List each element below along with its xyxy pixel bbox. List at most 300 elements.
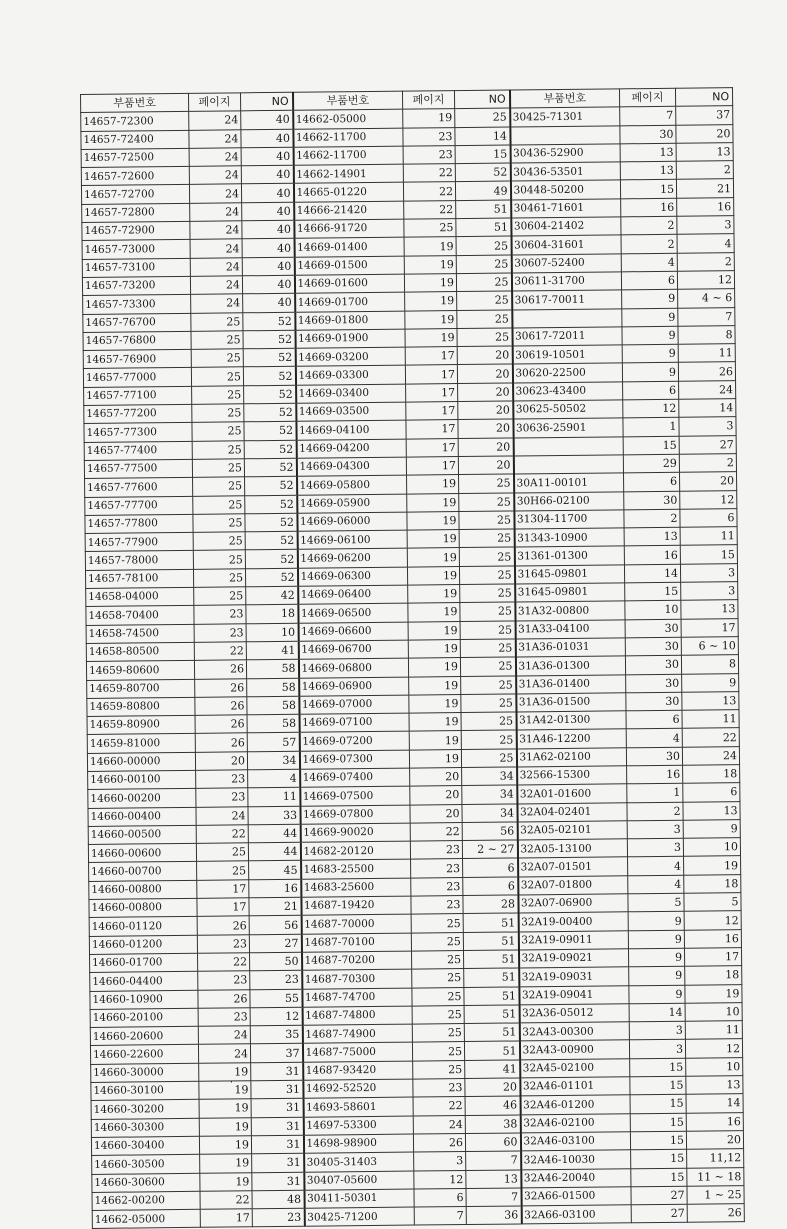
cell-part-number-2: 14669-07800 xyxy=(300,805,410,824)
cell-no-1: 52 xyxy=(245,476,297,495)
cell-page-3: 27 xyxy=(631,1204,687,1223)
cell-part-number-2: 14669-01500 xyxy=(294,256,404,275)
cell-no-3: 8 xyxy=(681,655,738,674)
cell-part-number-3: 32A46-02100 xyxy=(520,1113,630,1132)
cell-page-3: 3 xyxy=(629,1021,685,1040)
cell-no-1: 52 xyxy=(243,312,295,331)
cell-page-2: 23 xyxy=(411,859,463,878)
cell-part-number-2: 14669-01800 xyxy=(295,311,405,330)
cell-part-number-2: 14669-06200 xyxy=(297,549,407,568)
cell-page-3: 9 xyxy=(629,985,685,1004)
cell-no-1: 58 xyxy=(247,696,299,715)
cell-no-1: 52 xyxy=(244,422,296,441)
cell-part-number-2: 14669-05900 xyxy=(297,494,407,513)
cell-page-1: 24 xyxy=(189,184,241,203)
cell-no-1: 16 xyxy=(249,879,301,898)
cell-page-1: 24 xyxy=(189,148,241,167)
cell-page-1: 24 xyxy=(198,1026,250,1045)
cell-page-1: 22 xyxy=(196,825,248,844)
cell-no-1: 27 xyxy=(249,934,301,953)
cell-part-number-1: 14660-30200 xyxy=(91,1100,199,1119)
cell-page-2: 19 xyxy=(407,548,459,567)
cell-page-3: 15 xyxy=(625,582,681,601)
cell-page-2: 22 xyxy=(403,164,455,183)
col-header-no-3: NO xyxy=(675,88,732,107)
cell-no-2: 6 xyxy=(463,858,518,877)
cell-part-number-2: 14669-06600 xyxy=(298,622,408,641)
cell-page-3: 4 xyxy=(621,253,677,272)
cell-part-number-2: 14669-06000 xyxy=(297,512,407,531)
cell-page-2: 17 xyxy=(405,365,457,384)
cell-no-2: 60 xyxy=(465,1133,520,1152)
cell-part-number-1: 14660-22600 xyxy=(90,1045,198,1064)
cell-no-3: 15 xyxy=(680,545,737,564)
cell-part-number-1: 14657-77400 xyxy=(84,441,192,460)
cell-page-1: 24 xyxy=(190,203,242,222)
cell-part-number-3: 32A66-01500 xyxy=(521,1187,631,1206)
cell-page-3: 30 xyxy=(624,491,680,510)
cell-page-1: 24 xyxy=(189,129,241,148)
cell-part-number-3: 31645-09801 xyxy=(514,565,624,584)
cell-part-number-1: 14657-77100 xyxy=(84,386,192,405)
cell-part-number-2: 14687-74700 xyxy=(302,988,412,1007)
cell-no-2: 56 xyxy=(462,822,517,841)
cell-part-number-1: 14657-72700 xyxy=(81,185,189,204)
cell-no-2: 25 xyxy=(459,566,514,585)
cell-page-3: 16 xyxy=(627,765,683,784)
cell-part-number-3: 31A42-01300 xyxy=(516,711,626,730)
cell-page-3: 16 xyxy=(624,546,680,565)
cell-page-3: 15 xyxy=(630,1113,686,1132)
cell-part-number-1: 14657-76800 xyxy=(83,331,191,350)
cell-no-3: 6 xyxy=(680,508,737,527)
cell-no-3: 19 xyxy=(685,984,742,1003)
cell-no-3: 10 xyxy=(683,838,740,857)
cell-part-number-2: 14666-21420 xyxy=(294,201,404,220)
cell-no-1: 58 xyxy=(246,659,298,678)
cell-part-number-3: 32A43-00900 xyxy=(519,1040,629,1059)
cell-part-number-3: 31304-11700 xyxy=(514,510,624,529)
cell-no-1: 34 xyxy=(247,751,299,770)
cell-page-1: 24 xyxy=(190,221,242,240)
cell-page-3: 9 xyxy=(622,363,678,382)
cell-page-3: 15 xyxy=(631,1168,687,1187)
cell-no-3: 3 xyxy=(679,417,736,436)
cell-no-2: 25 xyxy=(460,602,515,621)
cell-part-number-2: 14669-04100 xyxy=(296,420,406,439)
cell-no-1: 40 xyxy=(242,220,294,239)
cell-part-number-2: 14687-70200 xyxy=(301,951,411,970)
cell-part-number-3: 31A36-01400 xyxy=(516,674,626,693)
cell-page-1: 26 xyxy=(195,733,247,752)
cell-no-1: 45 xyxy=(249,861,301,880)
cell-page-2: 19 xyxy=(408,658,460,677)
cell-part-number-2: 14669-03200 xyxy=(295,347,405,366)
cell-page-3: 15 xyxy=(630,1131,686,1150)
cell-page-1: 24 xyxy=(190,257,242,276)
cell-no-3: 13 xyxy=(682,691,739,710)
table-body xyxy=(81,106,745,1229)
cell-no-3: 1 ~ 25 xyxy=(687,1185,744,1204)
cell-no-1: 52 xyxy=(245,495,297,514)
cell-part-number-3: 32A19-09031 xyxy=(519,967,629,986)
cell-no-3: 16 xyxy=(686,1112,743,1131)
cell-page-2: 19 xyxy=(407,511,459,530)
cell-no-2: 14 xyxy=(455,127,510,146)
cell-part-number-3: 32A19-09021 xyxy=(518,949,628,968)
cell-part-number-1: 14660-20600 xyxy=(90,1026,198,1045)
cell-part-number-3: 32A46-01200 xyxy=(520,1095,630,1114)
cell-no-1: 40 xyxy=(241,165,293,184)
cell-page-2: 25 xyxy=(411,914,463,933)
cell-no-3: 20 xyxy=(679,472,736,491)
cell-part-number-2: 14669-07300 xyxy=(299,750,409,769)
cell-part-number-3: 30625-50502 xyxy=(513,400,623,419)
cell-no-2: 6 xyxy=(463,877,518,896)
cell-no-2: 28 xyxy=(463,895,518,914)
cell-part-number-2: 14669-06400 xyxy=(298,585,408,604)
cell-page-3: 6 xyxy=(626,710,682,729)
cell-part-number-2: 14669-90020 xyxy=(300,823,410,842)
cell-page-3: 14 xyxy=(629,1003,685,1022)
cell-page-3: 15 xyxy=(623,436,679,455)
cell-part-number-1: 14659-80700 xyxy=(87,679,195,698)
cell-page-3: 2 xyxy=(621,216,677,235)
cell-page-3: 15 xyxy=(620,180,676,199)
cell-part-number-1: 14658-80500 xyxy=(86,642,194,661)
cell-page-1: 19 xyxy=(200,1154,252,1173)
cell-page-2: 19 xyxy=(407,566,459,585)
cell-part-number-1: 14660-00700 xyxy=(89,862,197,881)
cell-page-2: 24 xyxy=(413,1115,465,1134)
cell-part-number-3: 32A46-20040 xyxy=(521,1168,631,1187)
cell-part-number-3: 31A32-00800 xyxy=(515,601,625,620)
cell-no-2: 25 xyxy=(461,694,516,713)
cell-page-2: 20 xyxy=(410,786,462,805)
cell-part-number-3: 32A07-01501 xyxy=(518,857,628,876)
cell-page-2: 19 xyxy=(409,731,461,750)
cell-part-number-3: 30617-72011 xyxy=(512,327,622,346)
cell-part-number-1: 14660-00000 xyxy=(87,752,195,771)
cell-page-1: 26 xyxy=(194,660,246,679)
cell-part-number-3: 30619-10501 xyxy=(512,345,622,364)
cell-part-number-3: 30461-71601 xyxy=(511,199,621,218)
cell-no-3: 2 xyxy=(679,454,736,473)
cell-part-number-2: 14687-70100 xyxy=(301,933,411,952)
cell-page-2: 20 xyxy=(410,804,462,823)
cell-part-number-2: 14662-05000 xyxy=(293,109,403,128)
cell-part-number-1: 14657-77500 xyxy=(84,459,192,478)
cell-part-number-1: 14657-73200 xyxy=(82,276,190,295)
cell-part-number-2: 14698-98900 xyxy=(303,1134,413,1153)
cell-no-1: 11 xyxy=(248,788,300,807)
cell-no-2: 20 xyxy=(457,364,512,383)
cell-page-3: 30 xyxy=(626,692,682,711)
cell-part-number-1: 14660-00400 xyxy=(88,807,196,826)
cell-part-number-2: 14669-01700 xyxy=(295,292,405,311)
cell-page-2: 19 xyxy=(409,749,461,768)
cell-part-number-3: 32A07-01800 xyxy=(518,876,628,895)
cell-no-1: 48 xyxy=(252,1190,304,1209)
cell-page-1: 22 xyxy=(198,953,250,972)
cell-no-2: 51 xyxy=(464,987,519,1006)
cell-page-1: 25 xyxy=(192,422,244,441)
cell-no-3: 37 xyxy=(676,106,733,125)
cell-no-3: 14 xyxy=(679,399,736,418)
cell-page-2: 25 xyxy=(412,969,464,988)
cell-part-number-2: 14697-53300 xyxy=(303,1116,413,1135)
cell-part-number-3: 32566-15300 xyxy=(517,766,627,785)
cell-part-number-3: 32A19-09011 xyxy=(518,930,628,949)
cell-page-1: 20 xyxy=(195,751,247,770)
cell-no-3: 20 xyxy=(686,1131,743,1150)
cell-part-number-2: 14669-07400 xyxy=(300,768,410,787)
cell-page-1: 26 xyxy=(195,678,247,697)
cell-no-1: 35 xyxy=(250,1025,302,1044)
cell-no-3: 26 xyxy=(678,362,735,381)
cell-no-3: 18 xyxy=(683,765,740,784)
cell-page-3: 9 xyxy=(622,326,678,345)
cell-part-number-2: 14687-74800 xyxy=(302,1006,412,1025)
cell-part-number-3: 32A36-05012 xyxy=(519,1004,629,1023)
cell-page-1: 23 xyxy=(194,605,246,624)
cell-no-1: 40 xyxy=(241,184,293,203)
cell-page-1: 25 xyxy=(197,861,249,880)
cell-no-1: 40 xyxy=(241,111,293,130)
cell-part-number-1: 14660-30300 xyxy=(91,1118,199,1137)
cell-part-number-3: 31343-10900 xyxy=(514,528,624,547)
cell-no-1: 42 xyxy=(246,586,298,605)
cell-part-number-2: 30405-31403 xyxy=(304,1152,414,1171)
cell-no-2: 51 xyxy=(463,950,518,969)
cell-no-2: 25 xyxy=(459,474,514,493)
cell-part-number-1: 14657-72600 xyxy=(81,167,189,186)
cell-no-2: 34 xyxy=(462,767,517,786)
cell-part-number-1: 14660-30000 xyxy=(91,1063,199,1082)
cell-page-2: 19 xyxy=(405,292,457,311)
cell-part-number-2: 14669-01900 xyxy=(295,329,405,348)
cell-page-3: 15 xyxy=(630,1058,686,1077)
cell-page-3: 4 xyxy=(628,875,684,894)
cell-part-number-1: 14657-72800 xyxy=(82,203,190,222)
cell-page-2: 19 xyxy=(404,274,456,293)
cell-part-number-2: 14669-06700 xyxy=(298,640,408,659)
cell-no-2: 51 xyxy=(463,932,518,951)
cell-no-2: 25 xyxy=(460,584,515,603)
cell-no-1: 44 xyxy=(248,842,300,861)
cell-no-2: 20 xyxy=(458,383,513,402)
cell-page-2: 19 xyxy=(408,621,460,640)
cell-page-2: 19 xyxy=(409,694,461,713)
cell-no-3: 5 xyxy=(684,893,741,912)
cell-no-1: 31 xyxy=(251,1062,303,1081)
cell-part-number-1: 14657-77000 xyxy=(83,368,191,387)
cell-part-number-2: 14682-20120 xyxy=(300,841,410,860)
cell-no-3: 11 xyxy=(678,344,735,363)
cell-no-3: 10 xyxy=(685,1002,742,1021)
cell-part-number-3: 30611-31700 xyxy=(511,272,621,291)
cell-no-2: 13 xyxy=(466,1169,521,1188)
cell-no-3: 18 xyxy=(685,966,742,985)
cell-no-2: 51 xyxy=(464,968,519,987)
cell-part-number-2: 14669-04300 xyxy=(296,457,406,476)
cell-part-number-1: 14660-00800 xyxy=(89,880,197,899)
col-header-page-1: 페이지 xyxy=(188,93,240,112)
cell-part-number-2: 14669-03500 xyxy=(296,402,406,421)
cell-no-1: 52 xyxy=(243,330,295,349)
cell-page-2: 19 xyxy=(404,237,456,256)
cell-page-1: 25 xyxy=(194,587,246,606)
cell-part-number-3: 30436-52900 xyxy=(510,144,620,163)
cell-no-3: 2 xyxy=(677,252,734,271)
cell-part-number-3: 31A36-01300 xyxy=(515,656,625,675)
cell-part-number-1: 14657-72400 xyxy=(81,130,189,149)
cell-no-1: 52 xyxy=(244,458,296,477)
cell-no-3: 12 xyxy=(677,271,734,290)
cell-page-2: 20 xyxy=(410,768,462,787)
cell-no-3: 26 xyxy=(687,1204,744,1223)
cell-page-2: 25 xyxy=(411,932,463,951)
cell-no-3: 24 xyxy=(679,380,736,399)
cell-part-number-1: 14658-04000 xyxy=(86,587,194,606)
cell-no-2: 52 xyxy=(455,163,510,182)
cell-no-2: 51 xyxy=(456,200,511,219)
cell-no-2: 25 xyxy=(456,273,511,292)
cell-no-2: 25 xyxy=(457,291,512,310)
cell-no-2: 25 xyxy=(459,529,514,548)
cell-page-1: 23 xyxy=(198,1008,250,1027)
cell-part-number-1: 14660-04400 xyxy=(90,972,198,991)
cell-part-number-1: 14657-76900 xyxy=(83,350,191,369)
cell-page-3: 30 xyxy=(620,125,676,144)
cell-page-1: 24 xyxy=(198,1044,250,1063)
cell-page-2: 19 xyxy=(409,713,461,732)
cell-no-3: 12 xyxy=(685,1039,742,1058)
cell-page-1: 25 xyxy=(192,386,244,405)
cell-no-2: 25 xyxy=(459,547,514,566)
cell-no-3: 11 xyxy=(685,1021,742,1040)
cell-page-1: 24 xyxy=(196,806,248,825)
cell-no-1: 44 xyxy=(248,824,300,843)
cell-no-2: 51 xyxy=(464,1041,519,1060)
cell-part-number-2: 14662-14901 xyxy=(293,164,403,183)
cell-no-1: 12 xyxy=(250,1007,302,1026)
cell-part-number-3 xyxy=(513,455,623,474)
cell-part-number-3: 30623-43400 xyxy=(513,382,623,401)
cell-page-2: 25 xyxy=(412,1042,464,1061)
cell-part-number-2: 14683-25500 xyxy=(301,860,411,879)
cell-no-3: 21 xyxy=(676,179,733,198)
cell-no-2: 34 xyxy=(462,804,517,823)
cell-part-number-2: 14669-06900 xyxy=(299,677,409,696)
cell-part-number-3 xyxy=(510,125,620,144)
cell-part-number-1: 14659-80900 xyxy=(87,715,195,734)
cell-no-1: 52 xyxy=(243,367,295,386)
cell-part-number-1: 14660-30400 xyxy=(91,1136,199,1155)
cell-page-2: 25 xyxy=(412,987,464,1006)
cell-part-number-2: 14669-07500 xyxy=(300,786,410,805)
cell-part-number-3: 30A11-00101 xyxy=(514,473,624,492)
cell-no-2: 25 xyxy=(460,621,515,640)
cell-no-3: 14 xyxy=(686,1094,743,1113)
cell-page-2: 19 xyxy=(403,109,455,128)
cell-page-3: 9 xyxy=(622,290,678,309)
cell-no-1: 31 xyxy=(251,1117,303,1136)
cell-page-3: 3 xyxy=(629,1040,685,1059)
cell-no-3: 3 xyxy=(677,216,734,235)
cell-part-number-2: 14669-07000 xyxy=(299,695,409,714)
cell-part-number-2: 14683-25600 xyxy=(301,878,411,897)
cell-no-3: 22 xyxy=(682,728,739,747)
cell-no-3: 19 xyxy=(684,856,741,875)
cell-no-1: 52 xyxy=(243,348,295,367)
cell-page-2: 17 xyxy=(406,456,458,475)
cell-part-number-3: 30H66-02100 xyxy=(514,491,624,510)
col-header-page-2: 페이지 xyxy=(402,91,454,110)
cell-no-1: 31 xyxy=(251,1099,303,1118)
cell-page-1: 19 xyxy=(199,1099,251,1118)
cell-no-1: 57 xyxy=(247,733,299,752)
cell-page-1: 19 xyxy=(200,1172,252,1191)
parts-index-table xyxy=(80,87,745,1229)
cell-no-1: 18 xyxy=(246,605,298,624)
cell-page-1: 23 xyxy=(194,623,246,642)
cell-part-number-1: 14660-00200 xyxy=(88,789,196,808)
cell-no-1: 52 xyxy=(244,440,296,459)
cell-part-number-2: 14687-19420 xyxy=(301,896,411,915)
cell-part-number-3: 32A19-00400 xyxy=(518,912,628,931)
cell-no-2: 46 xyxy=(465,1096,520,1115)
cell-no-2: 51 xyxy=(456,218,511,237)
cell-part-number-3: 31A62-02100 xyxy=(516,748,626,767)
cell-part-number-1: 14659-80800 xyxy=(87,697,195,716)
cell-part-number-3: 31361-01300 xyxy=(514,546,624,565)
cell-no-3: 16 xyxy=(677,197,734,216)
cell-no-1: 52 xyxy=(245,513,297,532)
cell-page-1: 17 xyxy=(197,898,249,917)
cell-page-1: 25 xyxy=(191,312,243,331)
cell-no-1: 31 xyxy=(251,1080,303,1099)
cell-page-2: 17 xyxy=(406,438,458,457)
col-header-part-number-1: 부품번호 xyxy=(81,93,189,112)
cell-part-number-2: 14669-07200 xyxy=(299,731,409,750)
cell-part-number-1: 14659-81000 xyxy=(87,734,195,753)
cell-page-3: 30 xyxy=(626,674,682,693)
cell-page-1: 25 xyxy=(193,495,245,514)
cell-no-1: 41 xyxy=(246,641,298,660)
cell-page-1: 24 xyxy=(189,166,241,185)
cell-page-3: 13 xyxy=(620,143,676,162)
cell-page-3: 3 xyxy=(627,820,683,839)
cell-page-2: 19 xyxy=(408,639,460,658)
cell-no-2: 25 xyxy=(461,712,516,731)
cell-page-3: 13 xyxy=(620,161,676,180)
cell-page-2: 23 xyxy=(403,127,455,146)
cell-part-number-1: 14657-76700 xyxy=(83,313,191,332)
cell-no-2: 7 xyxy=(466,1151,521,1170)
cell-part-number-2: 14669-01400 xyxy=(294,237,404,256)
cell-part-number-2: 30411-50301 xyxy=(304,1189,414,1208)
cell-page-1: 19 xyxy=(199,1117,251,1136)
cell-page-3: 13 xyxy=(624,527,680,546)
cell-no-3: 9 xyxy=(683,820,740,839)
cell-no-3: 9 xyxy=(682,673,739,692)
cell-no-2: 49 xyxy=(455,181,510,200)
cell-no-2: 20 xyxy=(458,401,513,420)
cell-no-2: 25 xyxy=(461,730,516,749)
cell-part-number-2: 14692-52520 xyxy=(303,1079,413,1098)
cell-part-number-1: 14660-20100 xyxy=(90,1008,198,1027)
